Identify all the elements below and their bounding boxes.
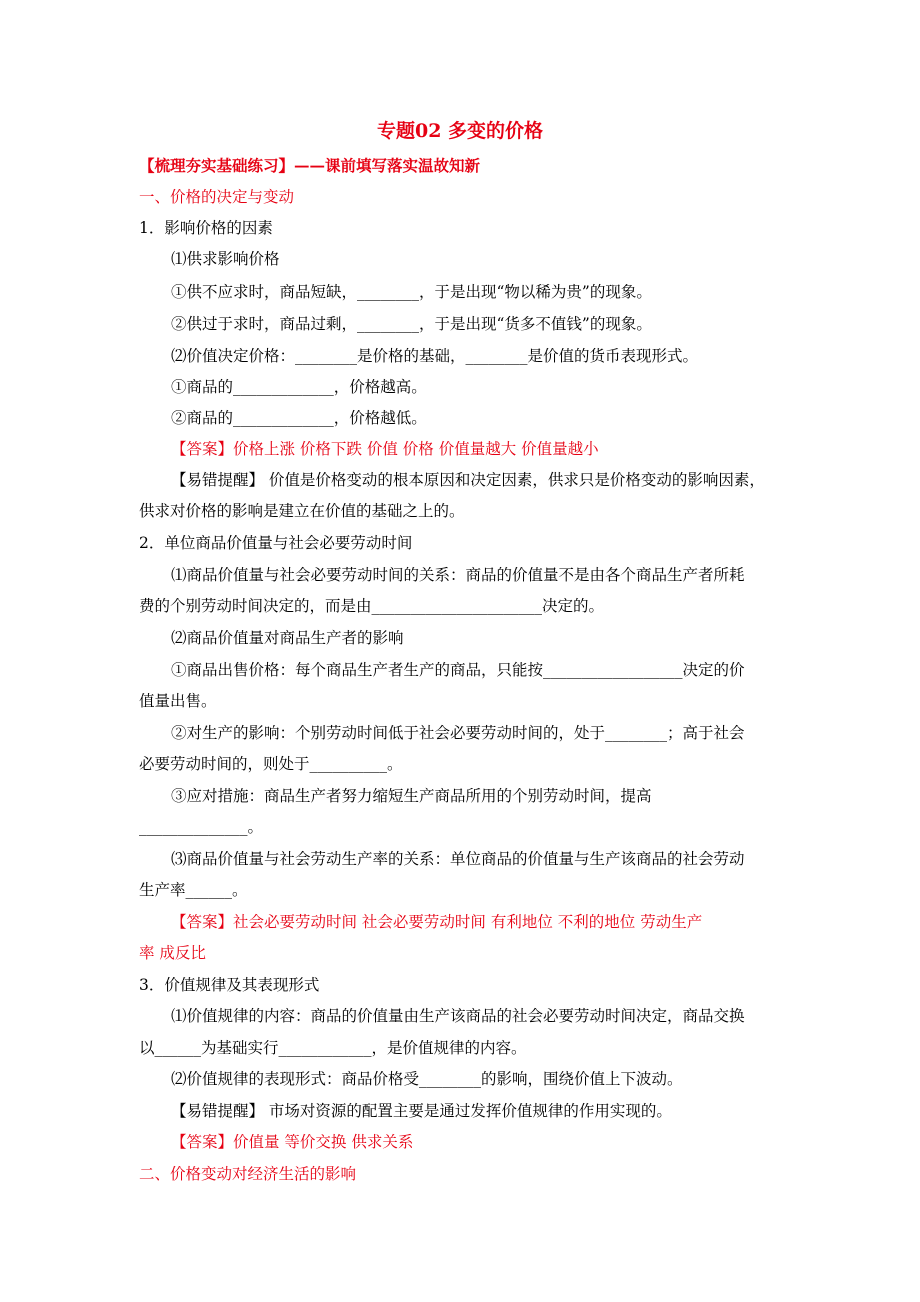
- item-1-sub-2: ⑵价值决定价格：________是价格的基础，________是价值的货币表现形式。: [171, 347, 699, 365]
- item-2-sub-1-line-2: 费的个别劳动时间决定的，而是由______________________决定的。: [139, 597, 605, 615]
- item-2-sub-2-b-line-1: ②对生产的影响：个别劳动时间低于社会必要劳动时间的，处于________；高于社会: [171, 724, 745, 742]
- answer-3: 【答案】价值量 等价交换 供求关系: [171, 1133, 414, 1151]
- item-2-sub-3-line-2: 生产率______。: [139, 881, 248, 899]
- item-1-sub-2-a: ①商品的_____________，价格越高。: [171, 378, 427, 396]
- page-title: 专题02 多变的价格: [376, 120, 544, 142]
- item-2-sub-2-a-line-1: ①商品出售价格：每个商品生产者生产的商品，只能按__________________决定的价: [171, 661, 745, 679]
- item-2-sub-3-line-1: ⑶商品价值量与社会劳动生产率的关系：单位商品的价值量与生产该商品的社会劳动: [171, 850, 745, 868]
- section-heading-1: 一、价格的决定与变动: [139, 188, 295, 206]
- item-2-sub-2: ⑵商品价值量对商品生产者的影响: [171, 629, 404, 647]
- subtitle: 【梳理夯实基础练习】——课前填写落实温故知新: [139, 156, 481, 175]
- tip-1-line-1: 【易错提醒】 价值是价格变动的根本原因和决定因素，供求只是价格变动的影响因素，: [171, 471, 765, 489]
- item-1-sub-2-b: ②商品的_____________，价格越低。: [171, 409, 427, 427]
- item-2-sub-2-a-line-2: 值量出售。: [139, 692, 217, 710]
- item-3-sub-2: ⑵价值规律的表现形式：商品价格受________的影响，围绕价值上下波动。: [171, 1070, 683, 1088]
- item-2-heading: 2．单位商品价值量与社会必要劳动时间: [139, 534, 413, 552]
- answer-2-line-2: 率 成反比: [139, 944, 206, 962]
- item-1-heading: 1．影响价格的因素: [139, 219, 273, 237]
- tip-2: 【易错提醒】 市场对资源的配置主要是通过发挥价值规律的作用实现的。: [171, 1102, 672, 1120]
- item-2-sub-2-c-line-2: ______________。: [139, 818, 264, 836]
- tip-1-line-2: 供求对价格的影响是建立在价值的基础之上的。: [139, 502, 465, 520]
- section-heading-2: 二、价格变动对经济生活的影响: [139, 1165, 357, 1183]
- item-3-sub-1-line-1: ⑴价值规律的内容：商品的价值量由生产该商品的社会必要劳动时间决定，商品交换: [171, 1007, 745, 1025]
- item-2-sub-2-c-line-1: ③应对措施：商品生产者努力缩短生产商品所用的个别劳动时间，提高: [171, 787, 652, 805]
- item-2-sub-2-b-line-2: 必要劳动时间的，则处于__________。: [139, 755, 403, 773]
- item-1-sub-1: ⑴供求影响价格: [171, 250, 280, 268]
- item-3-sub-1-line-2: 以______为基础实行____________，是价值规律的内容。: [139, 1039, 527, 1057]
- answer-1: 【答案】价格上涨 价格下跌 价值 价格 价值量越大 价值量越小: [171, 440, 599, 458]
- answer-2-line-1: 【答案】社会必要劳动时间 社会必要劳动时间 有利地位 不利的地位 劳动生产: [171, 913, 703, 931]
- item-1-sub-1-b: ②供过于求时，商品过剩，________，于是出现“货多不值钱”的现象。: [171, 315, 652, 333]
- item-3-heading: 3．价值规律及其表现形式: [139, 976, 320, 994]
- item-1-sub-1-a: ①供不应求时，商品短缺，________，于是出现“物以稀为贵”的现象。: [171, 283, 652, 301]
- item-2-sub-1-line-1: ⑴商品价值量与社会必要劳动时间的关系：商品的价值量不是由各个商品生产者所耗: [171, 566, 745, 584]
